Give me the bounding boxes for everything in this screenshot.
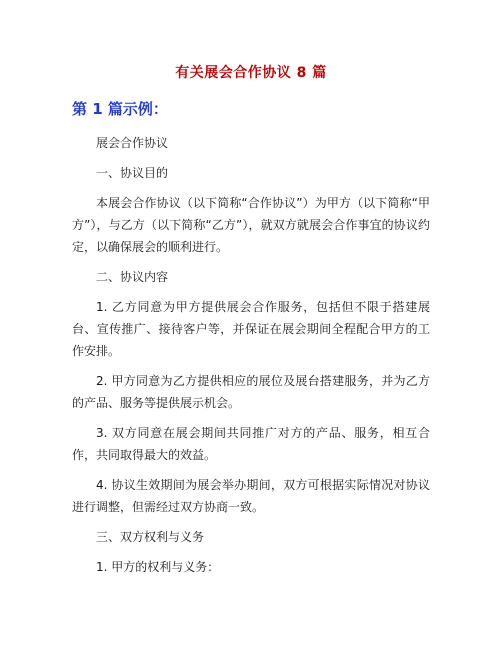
paragraph-party-a-rights: 1. 甲方的权利与义务： bbox=[96, 560, 220, 574]
paragraph-clause-2: 2. 甲方同意为乙方提供相应的展位及展台搭建服务，并为乙方的产品、服务等提供展示机会。 bbox=[72, 374, 430, 410]
paragraph-purpose-text: 本展会合作协议（以下简称“合作协议”）为甲方（以下简称“甲方”），与乙方（以下简称“乙方”），就双方就展会合作事宜的协议约定，以确保展会的顺利进行。 bbox=[72, 196, 430, 254]
paragraph-heading-content: 二、协议内容 bbox=[96, 270, 169, 284]
paragraph-heading-purpose: 一、协议目的 bbox=[96, 166, 169, 180]
paragraph-clause-3: 3. 双方同意在展会期间共同推广对方的产品、服务，相互合作，共同取得最大的效益。 bbox=[72, 426, 430, 462]
paragraph-heading-rights: 三、双方权利与义务 bbox=[96, 530, 205, 544]
paragraph-agreement-name: 展会合作协议 bbox=[96, 136, 169, 150]
document-title: 有关展会合作协议 8 篇 bbox=[175, 65, 327, 81]
document-body bbox=[72, 132, 430, 586]
paragraph-clause-4: 4. 协议生效期间为展会举办期间，双方可根据实际情况对协议进行调整，但需经过双方协商一致。 bbox=[72, 478, 430, 514]
section-heading: 第 1 篇示例： bbox=[72, 100, 168, 118]
paragraph-clause-1: 1. 乙方同意为甲方提供展会合作服务，包括但不限于搭建展台、宣传推广、接待客户等，并保证在展会期间全程配合甲方的工作安排。 bbox=[72, 300, 430, 358]
